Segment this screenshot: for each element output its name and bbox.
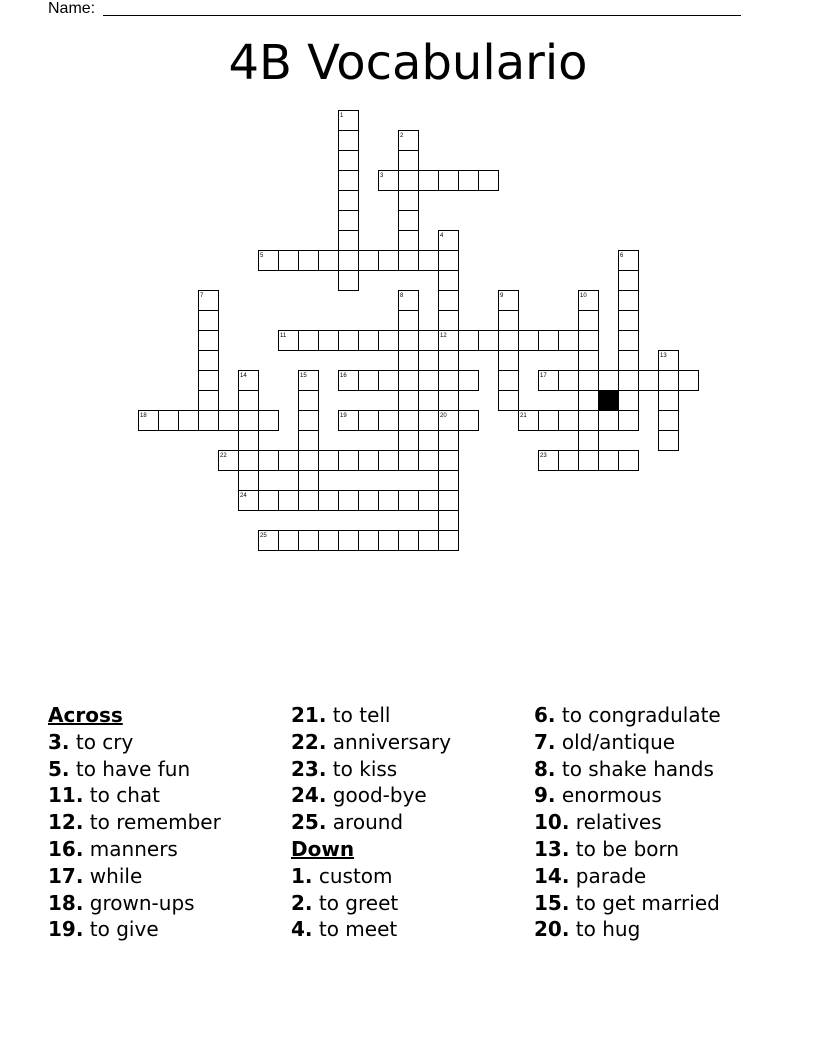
- grid-cell[interactable]: [399, 291, 419, 311]
- clue-text: custom: [318, 863, 393, 888]
- grid-clue-number: 1: [340, 113, 344, 119]
- clue-text: to greet: [318, 890, 399, 915]
- grid-cell[interactable]: [319, 331, 339, 351]
- grid-cell[interactable]: [439, 391, 459, 411]
- grid-cell[interactable]: [399, 231, 419, 251]
- grid-cell[interactable]: [459, 371, 479, 391]
- grid-cell[interactable]: [499, 391, 519, 411]
- grid-clue-number: 11: [280, 333, 287, 339]
- grid-cell[interactable]: [419, 491, 439, 511]
- grid-clue-number: 16: [340, 373, 347, 379]
- clues-column-2: [291, 702, 451, 943]
- grid-cell[interactable]: [259, 451, 279, 471]
- grid-cell[interactable]: [259, 491, 279, 511]
- clue-number: 25.: [291, 810, 327, 835]
- grid-cell[interactable]: [439, 451, 459, 471]
- clue-item: [48, 782, 221, 809]
- grid-cell[interactable]: [459, 171, 479, 191]
- grid-cell[interactable]: [299, 471, 319, 491]
- grid-cell[interactable]: [399, 351, 419, 371]
- clue-text: relatives: [575, 810, 662, 835]
- clue-text: to cry: [75, 729, 134, 754]
- clue-item: [534, 863, 721, 890]
- grid-cell[interactable]: [339, 211, 359, 231]
- clue-item: [534, 729, 721, 756]
- grid-cell[interactable]: [419, 451, 439, 471]
- grid-clue-number: 23: [540, 453, 547, 459]
- grid-cell[interactable]: [619, 331, 639, 351]
- grid-cell[interactable]: [379, 411, 399, 431]
- clue-number: 24.: [291, 783, 327, 808]
- grid-clue-number: 6: [620, 253, 624, 259]
- clue-item: [291, 916, 451, 943]
- clue-number: 14.: [534, 863, 570, 888]
- clue-item: [48, 863, 221, 890]
- grid-cell[interactable]: [299, 371, 319, 391]
- grid-cell[interactable]: [299, 531, 319, 551]
- grid-clue-number: 15: [300, 373, 307, 379]
- grid-cell[interactable]: [579, 431, 599, 451]
- clue-number: 19.: [48, 917, 84, 942]
- grid-clue-number: 22: [220, 453, 227, 459]
- clue-item: [48, 729, 221, 756]
- grid-cell[interactable]: [399, 391, 419, 411]
- grid-clue-number: 2: [400, 133, 404, 139]
- grid-cell[interactable]: [419, 531, 439, 551]
- grid-clue-number: 8: [400, 293, 404, 299]
- grid-cell[interactable]: [359, 251, 379, 271]
- grid-cell[interactable]: [399, 491, 419, 511]
- grid-clue-number: 7: [200, 293, 204, 299]
- grid-cell[interactable]: [599, 451, 619, 471]
- grid-cell[interactable]: [599, 411, 619, 431]
- grid-cell[interactable]: [279, 491, 299, 511]
- clue-text: to get married: [575, 890, 720, 915]
- down-clue-list-continued: [534, 702, 721, 943]
- grid-cell[interactable]: [239, 411, 259, 431]
- clue-text: old/antique: [561, 729, 676, 754]
- grid-cell[interactable]: [579, 311, 599, 331]
- grid-cell[interactable]: [219, 451, 239, 471]
- clue-text: to tell: [332, 703, 391, 727]
- clue-text: parade: [575, 863, 647, 888]
- grid-clue-number: 12: [440, 333, 447, 339]
- grid-cell[interactable]: [399, 531, 419, 551]
- grid-cell[interactable]: [419, 251, 439, 271]
- grid-cell[interactable]: [579, 331, 599, 351]
- grid-cell[interactable]: [399, 191, 419, 211]
- grid-cell[interactable]: [299, 491, 319, 511]
- clue-number: 11.: [48, 783, 84, 808]
- grid-cell[interactable]: [619, 451, 639, 471]
- grid-cell[interactable]: [239, 471, 259, 491]
- grid-cell[interactable]: [579, 451, 599, 471]
- grid-cell[interactable]: [399, 451, 419, 471]
- clue-item: [48, 836, 221, 863]
- grid-cell[interactable]: [239, 391, 259, 411]
- clue-number: 10.: [534, 810, 570, 835]
- page-title: 4B Vocabulario: [228, 35, 588, 91]
- grid-cell[interactable]: [579, 391, 599, 411]
- grid-cell[interactable]: [679, 371, 699, 391]
- clue-item: [291, 756, 451, 783]
- name-label: Name:: [48, 0, 96, 17]
- grid-cell[interactable]: [499, 311, 519, 331]
- grid-cell[interactable]: [319, 251, 339, 271]
- clues-column-1: [48, 702, 221, 943]
- grid-cell[interactable]: [319, 531, 339, 551]
- grid-cell[interactable]: [299, 431, 319, 451]
- across-clue-list: [48, 729, 221, 943]
- grid-cell[interactable]: [399, 411, 419, 431]
- grid-cell[interactable]: [339, 491, 359, 511]
- grid-cell[interactable]: [219, 411, 239, 431]
- grid-cell[interactable]: [299, 331, 319, 351]
- grid-cell[interactable]: [259, 251, 279, 271]
- grid-cell[interactable]: [539, 371, 559, 391]
- grid-cell[interactable]: [339, 171, 359, 191]
- grid-cell[interactable]: [379, 331, 399, 351]
- grid-cell[interactable]: [659, 371, 679, 391]
- clue-number: 3.: [48, 729, 70, 754]
- clue-item: [534, 782, 721, 809]
- grid-cell[interactable]: [359, 331, 379, 351]
- grid-clue-number: 17: [540, 373, 547, 379]
- clue-text: to meet: [318, 917, 398, 942]
- grid-clue-number: 3: [380, 173, 384, 179]
- grid-cell[interactable]: [579, 411, 599, 431]
- grid-cell[interactable]: [139, 411, 159, 431]
- clue-item: [534, 702, 721, 729]
- grid-cell[interactable]: [439, 511, 459, 531]
- clue-number: 21.: [291, 703, 327, 727]
- grid-cell[interactable]: [319, 491, 339, 511]
- clue-item: [534, 916, 721, 943]
- grid-cell[interactable]: [379, 251, 399, 271]
- grid-cell[interactable]: [379, 531, 399, 551]
- grid-cell[interactable]: [199, 331, 219, 351]
- clue-number: 18.: [48, 890, 84, 915]
- grid-cell[interactable]: [659, 351, 679, 371]
- grid-cell[interactable]: [519, 331, 539, 351]
- clue-text: to kiss: [332, 756, 398, 781]
- grid-cell[interactable]: [399, 151, 419, 171]
- clue-text: good-bye: [332, 783, 427, 808]
- clue-text: enormous: [561, 783, 662, 808]
- grid-cell[interactable]: [239, 451, 259, 471]
- grid-cell[interactable]: [399, 131, 419, 151]
- clue-number: 16.: [48, 836, 84, 861]
- grid-clue-number: 25: [260, 533, 267, 539]
- grid-cell[interactable]: [359, 411, 379, 431]
- grid-cell[interactable]: [399, 371, 419, 391]
- grid-cell[interactable]: [439, 251, 459, 271]
- grid-cell[interactable]: [419, 371, 439, 391]
- grid-cell[interactable]: [619, 371, 639, 391]
- clue-item: [534, 890, 721, 917]
- clue-text: around: [332, 810, 404, 835]
- grid-cell[interactable]: [379, 491, 399, 511]
- clue-item: [291, 890, 451, 917]
- grid-cell[interactable]: [579, 371, 599, 391]
- grid-cell[interactable]: [419, 171, 439, 191]
- clue-item: [534, 756, 721, 783]
- grid-cell[interactable]: [199, 391, 219, 411]
- grid-clue-number: 9: [500, 293, 504, 299]
- grid-cell[interactable]: [439, 471, 459, 491]
- across-heading: Across: [48, 703, 123, 727]
- grid-cell[interactable]: [339, 531, 359, 551]
- clue-text: grown-ups: [89, 890, 195, 915]
- grid-cell[interactable]: [279, 451, 299, 471]
- grid-cell[interactable]: [339, 331, 359, 351]
- clue-item: [534, 809, 721, 836]
- grid-cell[interactable]: [619, 311, 639, 331]
- grid-cell[interactable]: [279, 531, 299, 551]
- grid-cell[interactable]: [299, 251, 319, 271]
- grid-cell[interactable]: [259, 531, 279, 551]
- clue-text: to congradulate: [561, 703, 721, 727]
- grid-cell[interactable]: [199, 311, 219, 331]
- clue-number: 9.: [534, 783, 556, 808]
- grid-cell[interactable]: [619, 251, 639, 271]
- grid-cell[interactable]: [299, 411, 319, 431]
- grid-cell[interactable]: [359, 451, 379, 471]
- grid-cell[interactable]: [499, 291, 519, 311]
- grid-cell[interactable]: [619, 391, 639, 411]
- clue-number: 1.: [291, 863, 313, 888]
- grid-cell[interactable]: [299, 451, 319, 471]
- grid-cell[interactable]: [359, 371, 379, 391]
- grid-cell[interactable]: [559, 331, 579, 351]
- clue-text: to shake hands: [561, 756, 714, 781]
- grid-cell[interactable]: [619, 271, 639, 291]
- grid-cell[interactable]: [439, 291, 459, 311]
- clue-text: anniversary: [332, 729, 452, 754]
- clue-item: [534, 836, 721, 863]
- grid-cell[interactable]: [419, 411, 439, 431]
- grid-cell[interactable]: [399, 251, 419, 271]
- grid-cell[interactable]: [499, 351, 519, 371]
- grid-cell[interactable]: [499, 371, 519, 391]
- clue-item: [48, 890, 221, 917]
- clue-number: 17.: [48, 863, 84, 888]
- name-blank-line[interactable]: [103, 15, 741, 16]
- grid-cell[interactable]: [379, 371, 399, 391]
- grid-clue-number: 20: [440, 413, 447, 419]
- grid-cell[interactable]: [439, 271, 459, 291]
- clues-column-3: [534, 702, 721, 943]
- clue-text: manners: [89, 836, 178, 861]
- clue-text: to be born: [575, 836, 680, 861]
- grid-cell[interactable]: [619, 291, 639, 311]
- grid-clue-number: 14: [240, 373, 247, 379]
- grid-cell[interactable]: [399, 331, 419, 351]
- grid-cell[interactable]: [359, 531, 379, 551]
- grid-cell[interactable]: [359, 491, 379, 511]
- grid-cell[interactable]: [479, 331, 499, 351]
- grid-cell[interactable]: [239, 431, 259, 451]
- grid-cell-blocked: [599, 391, 619, 411]
- grid-cell[interactable]: [439, 171, 459, 191]
- clue-item: [48, 809, 221, 836]
- grid-clue-number: 24: [240, 493, 247, 499]
- grid-cell[interactable]: [559, 411, 579, 431]
- clue-number: 4.: [291, 917, 313, 942]
- grid-cell[interactable]: [339, 151, 359, 171]
- grid-clue-number: 5: [260, 253, 264, 259]
- name-field[interactable]: [48, 0, 95, 18]
- grid-cell[interactable]: [539, 331, 559, 351]
- clue-text: to remember: [89, 810, 221, 835]
- grid-cell[interactable]: [559, 451, 579, 471]
- grid-cell[interactable]: [339, 251, 359, 271]
- grid-cell[interactable]: [439, 231, 459, 251]
- grid-cell[interactable]: [639, 371, 659, 391]
- grid-cell[interactable]: [399, 431, 419, 451]
- clue-number: 15.: [534, 890, 570, 915]
- grid-cell[interactable]: [439, 311, 459, 331]
- grid-cell[interactable]: [439, 431, 459, 451]
- clue-item: [291, 729, 451, 756]
- grid-cell[interactable]: [399, 311, 419, 331]
- grid-cell[interactable]: [539, 411, 559, 431]
- down-clue-list: [291, 863, 451, 943]
- clue-number: 12.: [48, 810, 84, 835]
- grid-cell[interactable]: [599, 371, 619, 391]
- grid-cell[interactable]: [539, 451, 559, 471]
- clue-number: 8.: [534, 756, 556, 781]
- grid-cell[interactable]: [479, 171, 499, 191]
- grid-cell[interactable]: [339, 231, 359, 251]
- clue-number: 2.: [291, 890, 313, 915]
- clue-item: [48, 756, 221, 783]
- grid-cell[interactable]: [659, 411, 679, 431]
- grid-cell[interactable]: [199, 291, 219, 311]
- grid-cell[interactable]: [519, 411, 539, 431]
- grid-cell[interactable]: [439, 491, 459, 511]
- grid-cell[interactable]: [419, 331, 439, 351]
- grid-cell[interactable]: [339, 111, 359, 131]
- grid-cell[interactable]: [439, 331, 459, 351]
- grid-cell[interactable]: [339, 451, 359, 471]
- clue-item: [48, 916, 221, 943]
- clue-item: [291, 863, 451, 890]
- grid-cell[interactable]: [339, 131, 359, 151]
- clue-text: to give: [89, 917, 159, 942]
- clue-text: while: [89, 863, 143, 888]
- clue-text: to hug: [575, 917, 641, 942]
- grid-cell[interactable]: [239, 491, 259, 511]
- grid-cell[interactable]: [199, 351, 219, 371]
- clue-text: to have fun: [75, 756, 191, 781]
- clue-item: [291, 809, 451, 836]
- grid-cell[interactable]: [339, 191, 359, 211]
- grid-cell[interactable]: [439, 531, 459, 551]
- grid-clue-number: 21: [520, 413, 527, 419]
- grid-cell[interactable]: [239, 371, 259, 391]
- grid-cell[interactable]: [659, 431, 679, 451]
- clue-number: 5.: [48, 756, 70, 781]
- grid-cell[interactable]: [199, 411, 219, 431]
- grid-cell[interactable]: [619, 351, 639, 371]
- grid-cell[interactable]: [199, 371, 219, 391]
- grid-cell[interactable]: [319, 451, 339, 471]
- grid-clue-number: 10: [580, 293, 587, 299]
- grid-cell[interactable]: [459, 411, 479, 431]
- clue-number: 23.: [291, 756, 327, 781]
- grid-cell[interactable]: [159, 411, 179, 431]
- grid-cell[interactable]: [299, 391, 319, 411]
- grid-cell[interactable]: [259, 411, 279, 431]
- grid-cell[interactable]: [339, 271, 359, 291]
- grid-cell[interactable]: [339, 371, 359, 391]
- grid-clue-number: 19: [340, 413, 347, 419]
- grid-cell[interactable]: [379, 451, 399, 471]
- grid-cell[interactable]: [339, 411, 359, 431]
- grid-cell[interactable]: [379, 171, 399, 191]
- clue-number: 20.: [534, 917, 570, 942]
- grid-cell[interactable]: [179, 411, 199, 431]
- grid-cell[interactable]: [659, 391, 679, 411]
- grid-cell[interactable]: [579, 351, 599, 371]
- grid-cell[interactable]: [499, 331, 519, 351]
- clue-number: 6.: [534, 703, 556, 727]
- grid-cell[interactable]: [399, 171, 419, 191]
- grid-cell[interactable]: [279, 251, 299, 271]
- grid-clue-number: 18: [140, 413, 147, 419]
- clue-number: 22.: [291, 729, 327, 754]
- clue-text: to chat: [89, 783, 161, 808]
- across-clue-list-continued: [291, 702, 451, 836]
- clue-number: 13.: [534, 836, 570, 861]
- clue-item: [291, 702, 451, 729]
- down-heading: Down: [291, 836, 355, 861]
- grid-cell[interactable]: [279, 331, 299, 351]
- grid-clue-number: 4: [440, 233, 444, 239]
- grid-cell[interactable]: [399, 211, 419, 231]
- grid-cell[interactable]: [439, 351, 459, 371]
- grid-cell[interactable]: [579, 291, 599, 311]
- clue-number: 7.: [534, 729, 556, 754]
- clue-item: [291, 782, 451, 809]
- grid-cell[interactable]: [459, 331, 479, 351]
- grid-clue-number: 13: [660, 353, 667, 359]
- grid-cell[interactable]: [559, 371, 579, 391]
- grid-cell[interactable]: [439, 371, 459, 391]
- grid-cell[interactable]: [619, 411, 639, 431]
- grid-cell[interactable]: [439, 411, 459, 431]
